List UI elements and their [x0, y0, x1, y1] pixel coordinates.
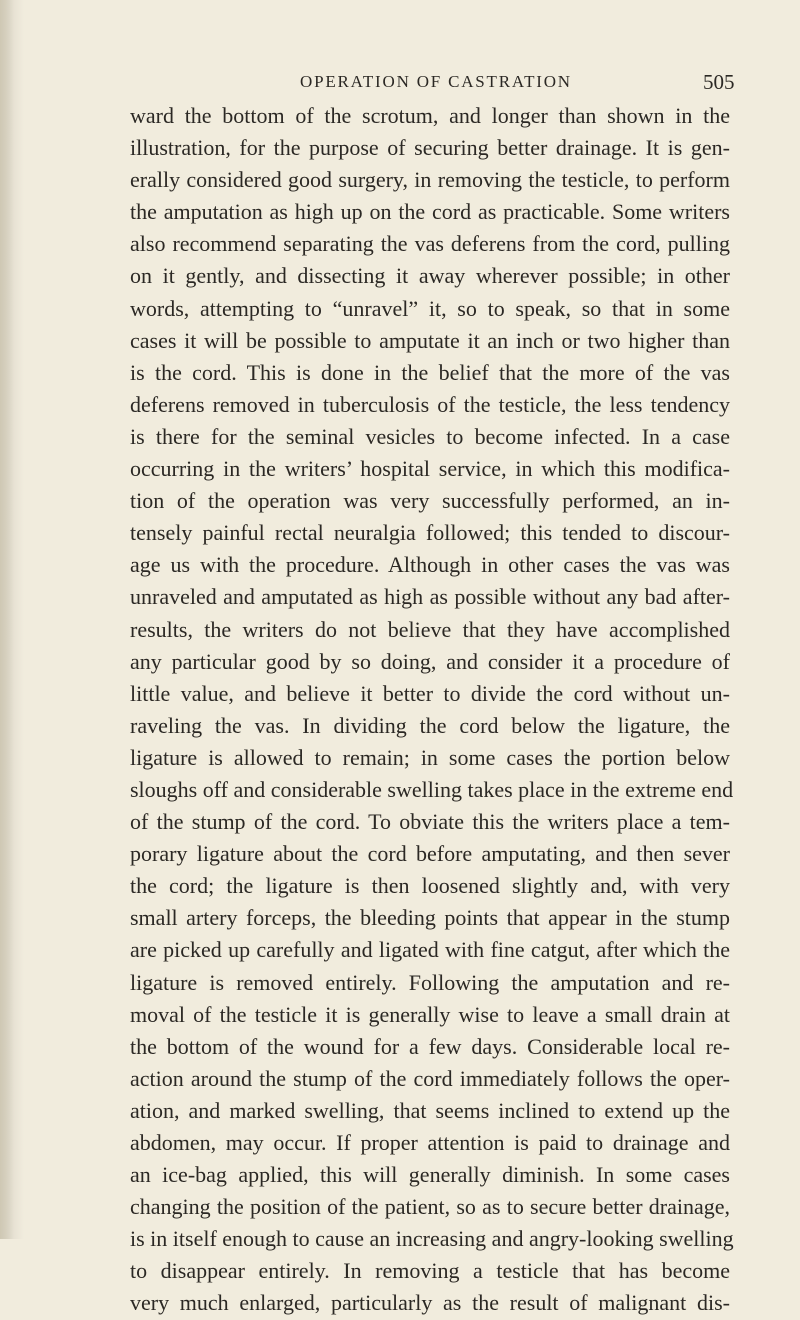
text-line: is in itself enough to cause an increasing and angry-looking swelling [130, 1226, 734, 1252]
running-title: OPERATION OF CASTRATION [300, 72, 572, 91]
text-line: on it gently, and dissecting it away wherever possible; in other [130, 263, 730, 289]
text-line: of the stump of the cord. To obviate this the writers place a tem- [130, 809, 730, 835]
text-line: also recommend separating the vas deferens from the cord, pulling [130, 231, 730, 257]
text-line: tion of the operation was very successfully performed, an in- [130, 488, 730, 514]
text-line: results, the writers do not believe that they have accomplished [130, 616, 730, 642]
text-line: illustration, for the purpose of securing better drainage. It is gen- [130, 135, 730, 161]
text-line: age us with the procedure. Although in other cases the vas was [130, 552, 730, 578]
text-line: little value, and believe it better to divide the cord without un- [130, 680, 730, 706]
text-line: sloughs off and considerable swelling takes place in the extreme end [130, 776, 734, 802]
text-line: unraveled and amputated as high as possible without any bad after- [130, 584, 730, 610]
text-line: ation, and marked swelling, that seems inclined to extend up the [130, 1097, 730, 1123]
binding-shadow [0, 0, 14, 1239]
text-line: abdomen, may occur. If proper attention is paid to drainage and [130, 1130, 730, 1155]
text-line: to disappear entirely. In removing a testicle that has become [130, 1258, 730, 1284]
running-header [0, 72, 800, 102]
text-line: occurring in the writers’ hospital service, in which this modifica- [130, 456, 730, 482]
text-line: an ice-bag applied, this will generally diminish. In some cases [130, 1162, 730, 1188]
page-number: 505 [703, 70, 735, 94]
text-line: the amputation as high up on the cord as practicable. Some writers [130, 199, 730, 225]
text-line: very much enlarged, particularly as the result of malignant dis- [130, 1290, 730, 1316]
text-line: the bottom of the wound for a few days. Considerable local re- [130, 1033, 730, 1059]
text-line: ligature is removed entirely. Following the amputation and re- [130, 969, 730, 995]
text-line: deferens removed in tuberculosis of the testicle, the less tendency [130, 391, 730, 417]
text-line: ligature is allowed to remain; in some cases the portion below [130, 744, 730, 770]
text-line: tensely painful rectal neuralgia followed; this tended to discour- [130, 520, 730, 546]
text-line: erally considered good surgery, in removing the testicle, to perform [130, 167, 730, 193]
text-line: ward the bottom of the scrotum, and longer than shown in the [130, 103, 730, 128]
text-line: the cord; the ligature is then loosened slightly and, with very [130, 873, 730, 899]
text-line: is the cord. This is done in the belief that the more of the vas [130, 359, 730, 385]
text-line: cases it will be possible to amputate it an inch or two higher than [130, 327, 730, 353]
body-text [130, 100, 734, 1320]
text-line: action around the stump of the cord immediately follows the oper- [130, 1065, 730, 1091]
text-line: is there for the seminal vesicles to become infected. In a case [130, 423, 730, 449]
text-line: words, attempting to “unravel” it, so to speak, so that in some [130, 295, 730, 321]
text-line: raveling the vas. In dividing the cord below the ligature, the [130, 712, 730, 738]
text-line: any particular good by so doing, and consider it a procedure of [130, 648, 730, 674]
text-line: moval of the testicle it is generally wise to leave a small drain at [130, 1001, 730, 1027]
text-line: changing the position of the patient, so as to secure better drainage, [130, 1194, 730, 1220]
text-line: are picked up carefully and ligated with fine catgut, after which the [130, 937, 730, 963]
text-line: small artery forceps, the bleeding points that appear in the stump [130, 905, 730, 931]
text-line: porary ligature about the cord before amputating, and then sever [130, 841, 730, 867]
